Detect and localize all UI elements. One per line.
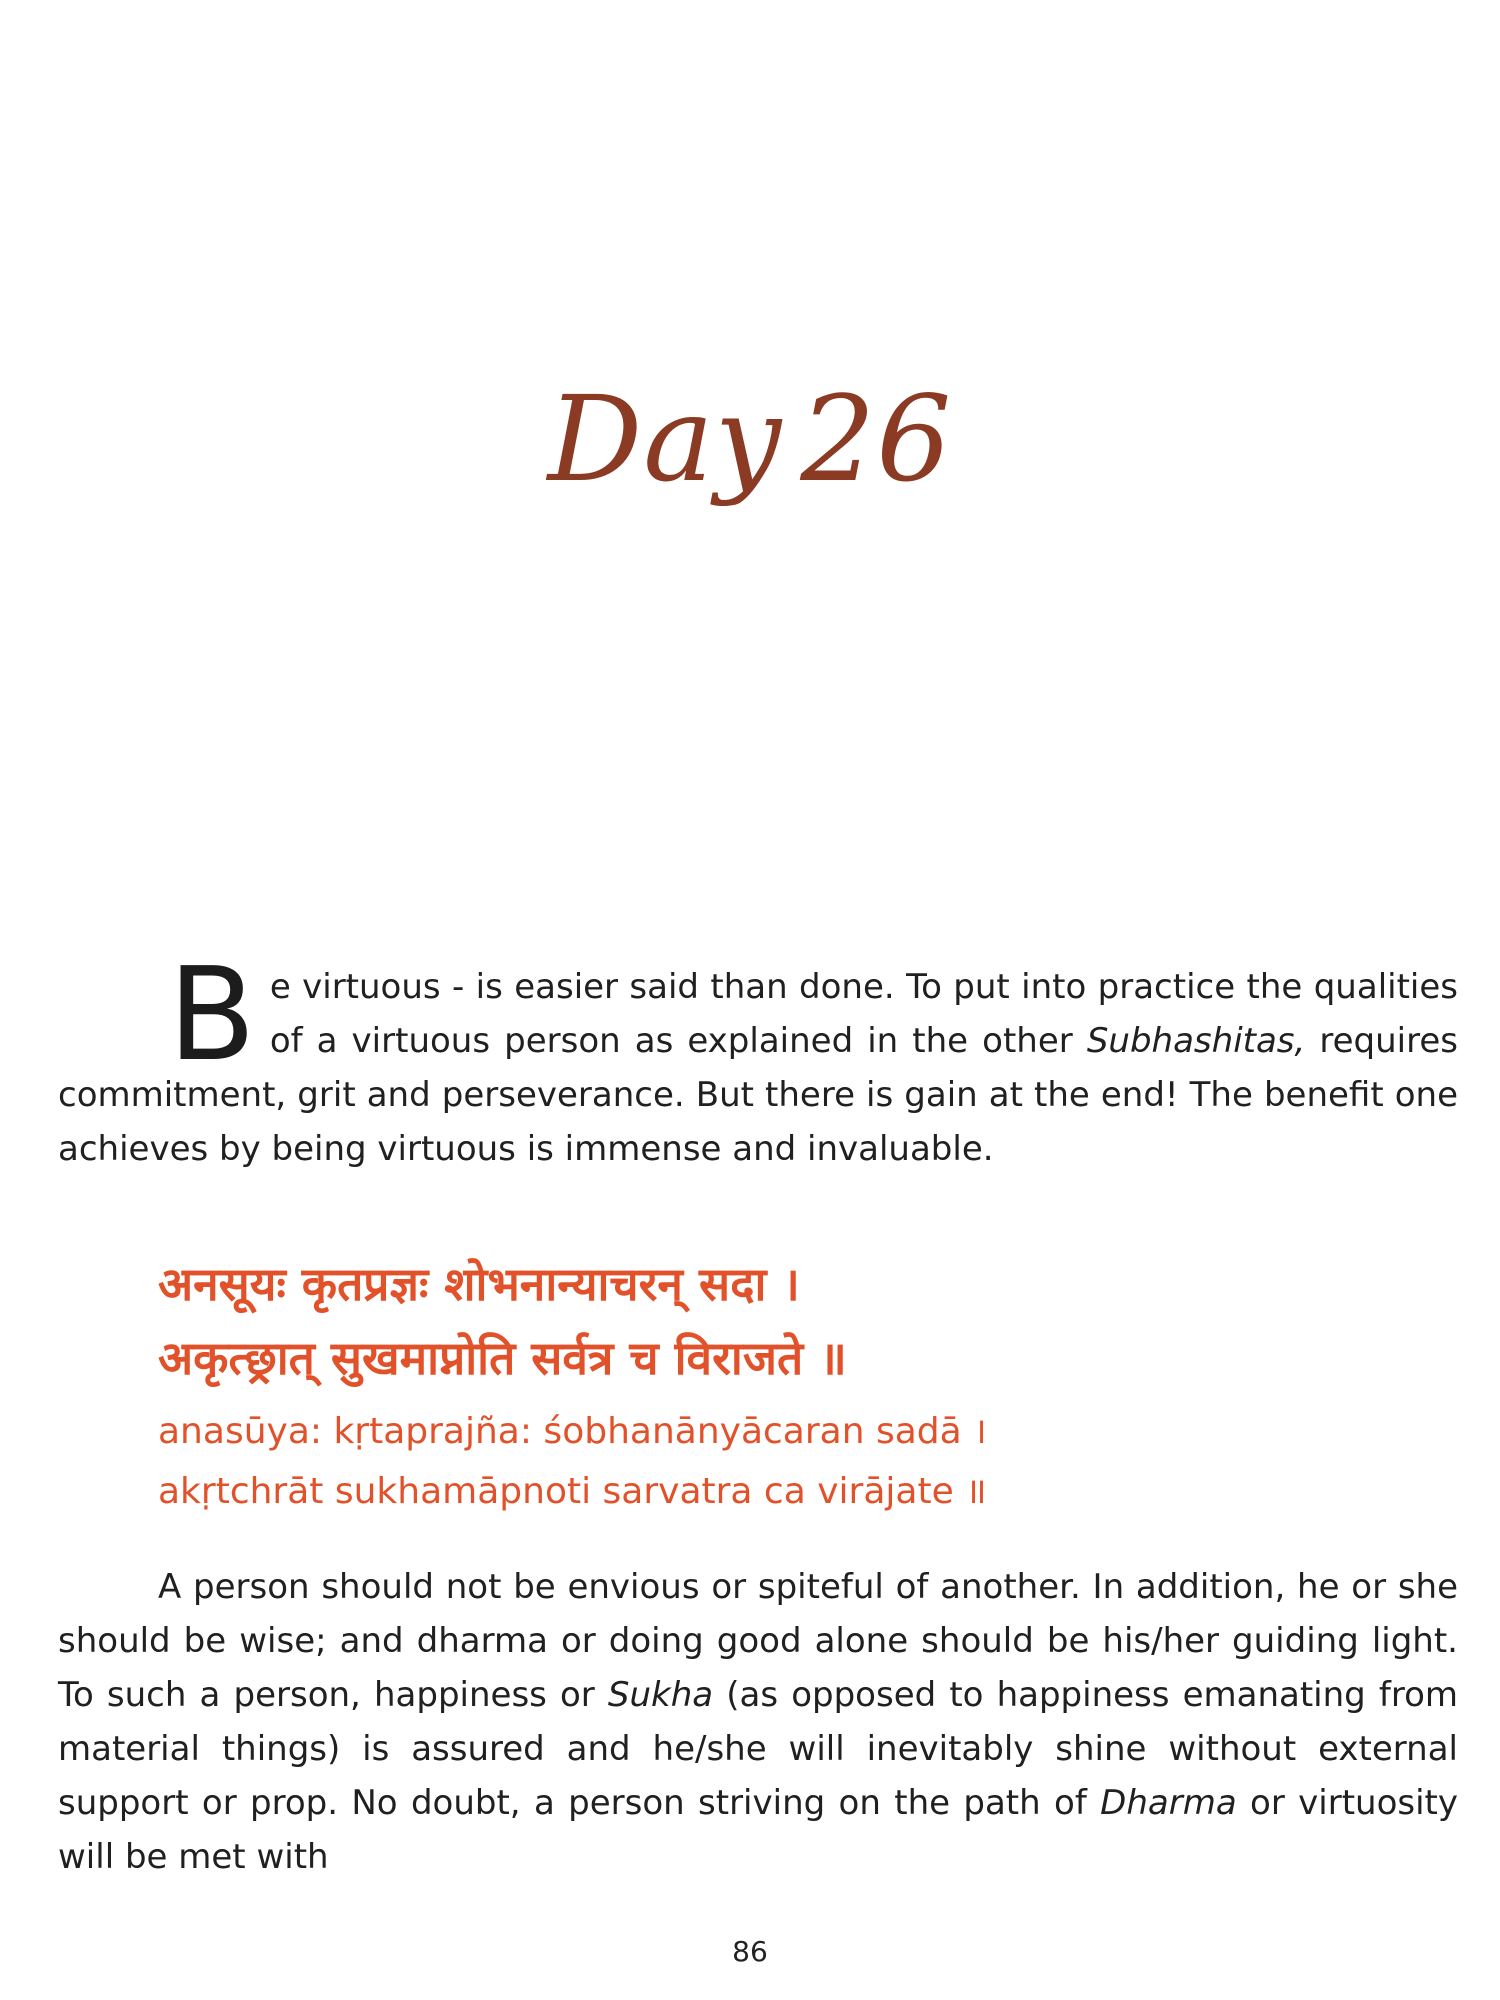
explanation-paragraph: [58, 1560, 1458, 1884]
chapter-title-day-number: 26: [800, 370, 953, 508]
explanation-italic-dharma: Dharma: [1100, 1783, 1237, 1823]
verse-transliteration-line-2: akṛtchrāt sukhamāpnoti sarvatra ca virājate ॥: [158, 1471, 987, 1512]
page-number: 86: [732, 1935, 768, 1968]
explanation-text-part1: A person should not be envious or spiteful of another. In addition, he or she should be wise; and dharma or doing good alone should be his/her guiding light. To such a person, happiness or: [58, 1567, 1458, 1715]
drop-cap: B: [168, 941, 256, 1090]
verse-devanagari-line-2: अकृत्छ्रात् सुखमाप्नोति सर्वत्र च विराजते ॥: [158, 1331, 847, 1385]
chapter-title-day-word: Day: [547, 370, 783, 508]
explanation-text-part3: or virtuosity will be met with: [58, 1783, 1458, 1877]
intro-text-part2: requires commitment, grit and perseverance. But there is gain at the end! The benefit one achieves by being virtuous is immense and invaluable.: [58, 1021, 1458, 1169]
intro-italic-term: Subhashitas,: [1086, 1021, 1306, 1061]
intro-paragraph: [58, 941, 1458, 1176]
explanation-text-part2: (as opposed to happiness emanating from material things) is assured and he/she will inevitably shine without external support or prop. No doubt, a person striving on the path of: [58, 1675, 1459, 1823]
intro-text-part1: e virtuous - is easier said than done. To put into practice the qualities of a virtuous person as explained in the other: [269, 967, 1458, 1061]
explanation-italic-sukha: Sukha: [607, 1675, 714, 1715]
chapter-title: [0, 370, 1500, 508]
verse-devanagari-line-1: अनसूयः कृतप्रज्ञः शोभनान्याचरन् सदा ।: [158, 1257, 800, 1311]
verse-transliteration-line-1: anasūya: kṛtaprajña: śobhanānyācaran sadā ।: [158, 1411, 987, 1452]
